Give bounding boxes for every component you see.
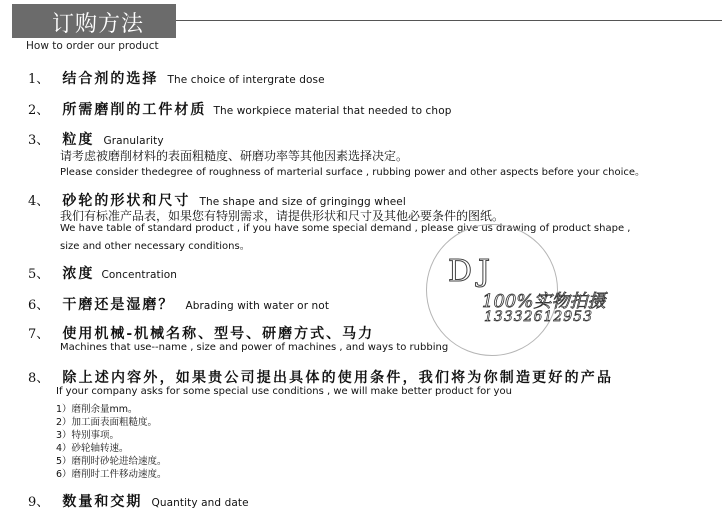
section-title-en: Granularity: [103, 135, 164, 147]
section-title-zh: 除上述内容外，如果贵公司提出具体的使用条件，我们将为你制造更好的产品: [62, 370, 614, 386]
list-item: 1）磨削余量mm。: [56, 404, 138, 415]
header-divider: [176, 20, 722, 21]
section-7-detail-en: Machines that use--name , size and power of machines , and ways to rubbing: [60, 342, 449, 353]
section-8-detail-en: If your company asks for some special use conditions , we will make better product for you: [56, 386, 512, 397]
section-4-detail-zh: 我们有标准产品表，如果您有特别需求，请提供形状和尺寸及其他必要条件的图纸。: [60, 209, 505, 223]
list-item: 3）特别事项。: [56, 430, 120, 441]
section-title-zh: 数量和交期: [62, 494, 143, 510]
section-number: 4、: [28, 194, 50, 209]
section-8: [28, 367, 613, 387]
section-9: [28, 491, 249, 511]
section-number: 8、: [28, 371, 50, 386]
section-number: 2、: [28, 103, 50, 118]
list-item: 4）砂轮轴转速。: [56, 443, 129, 454]
section-number: 3、: [28, 133, 50, 148]
section-title-zh: 所需磨削的工件材质: [62, 102, 207, 118]
section-number: 9、: [28, 495, 50, 510]
watermark-text: 100%实物拍摄: [482, 291, 606, 312]
section-title-zh: 浓度: [62, 266, 95, 282]
section-title-en: Concentration: [101, 269, 178, 281]
section-title-zh: 结合剂的选择: [62, 71, 159, 87]
section-7: [28, 323, 374, 343]
section-3-detail-en: Please consider thedegree of roughness of marterial surface , rubbing power and other aspects before your choice。: [60, 167, 646, 178]
section-title-zh: 砂轮的形状和尺寸: [62, 193, 191, 209]
section-3-detail-zh: 请考虑被磨削材料的表面粗糙度、研磨功率等其他因素选择决定。: [60, 149, 409, 163]
section-4-detail-en: We have table of standard product , if you have some special demand , please give us drawing of product shape ,: [60, 223, 631, 234]
section-number: 5、: [28, 267, 50, 282]
section-2: [28, 99, 451, 119]
list-item: 5）磨削时砂轮进给速度。: [56, 456, 167, 467]
watermark-logo: DJ: [448, 254, 497, 289]
section-title-en: Abrading with water or not: [185, 300, 330, 312]
page-title: 订购方法: [52, 12, 145, 37]
section-title-zh: 使用机械-机械名称、型号、研磨方式、马力: [62, 326, 375, 342]
section-title-en: The shape and size of gringingg wheel: [199, 196, 406, 208]
page-subtitle: How to order our product: [26, 40, 159, 52]
section-3: [28, 129, 164, 149]
section-title-zh: 干磨还是湿磨？: [62, 297, 175, 313]
list-item: 2）加工面表面粗糙度。: [56, 417, 158, 428]
section-title-en: The workpiece material that needed to chop: [213, 105, 452, 117]
section-1: [28, 68, 325, 88]
section-title-en: Quantity and date: [151, 497, 249, 509]
section-number: 7、: [28, 327, 50, 342]
section-title-zh: 粒度: [62, 132, 95, 148]
section-title-en: The choice of intergrate dose: [167, 74, 325, 86]
section-6: [28, 294, 329, 314]
section-number: 1、: [28, 72, 50, 87]
section-5: [28, 263, 177, 283]
section-number: 6、: [28, 298, 50, 313]
watermark-phone: 13332612953: [484, 309, 593, 325]
section-4-detail-en-cont: size and other necessary conditions。: [60, 241, 250, 252]
list-item: 6）磨削时工件移动速度。: [56, 469, 167, 480]
